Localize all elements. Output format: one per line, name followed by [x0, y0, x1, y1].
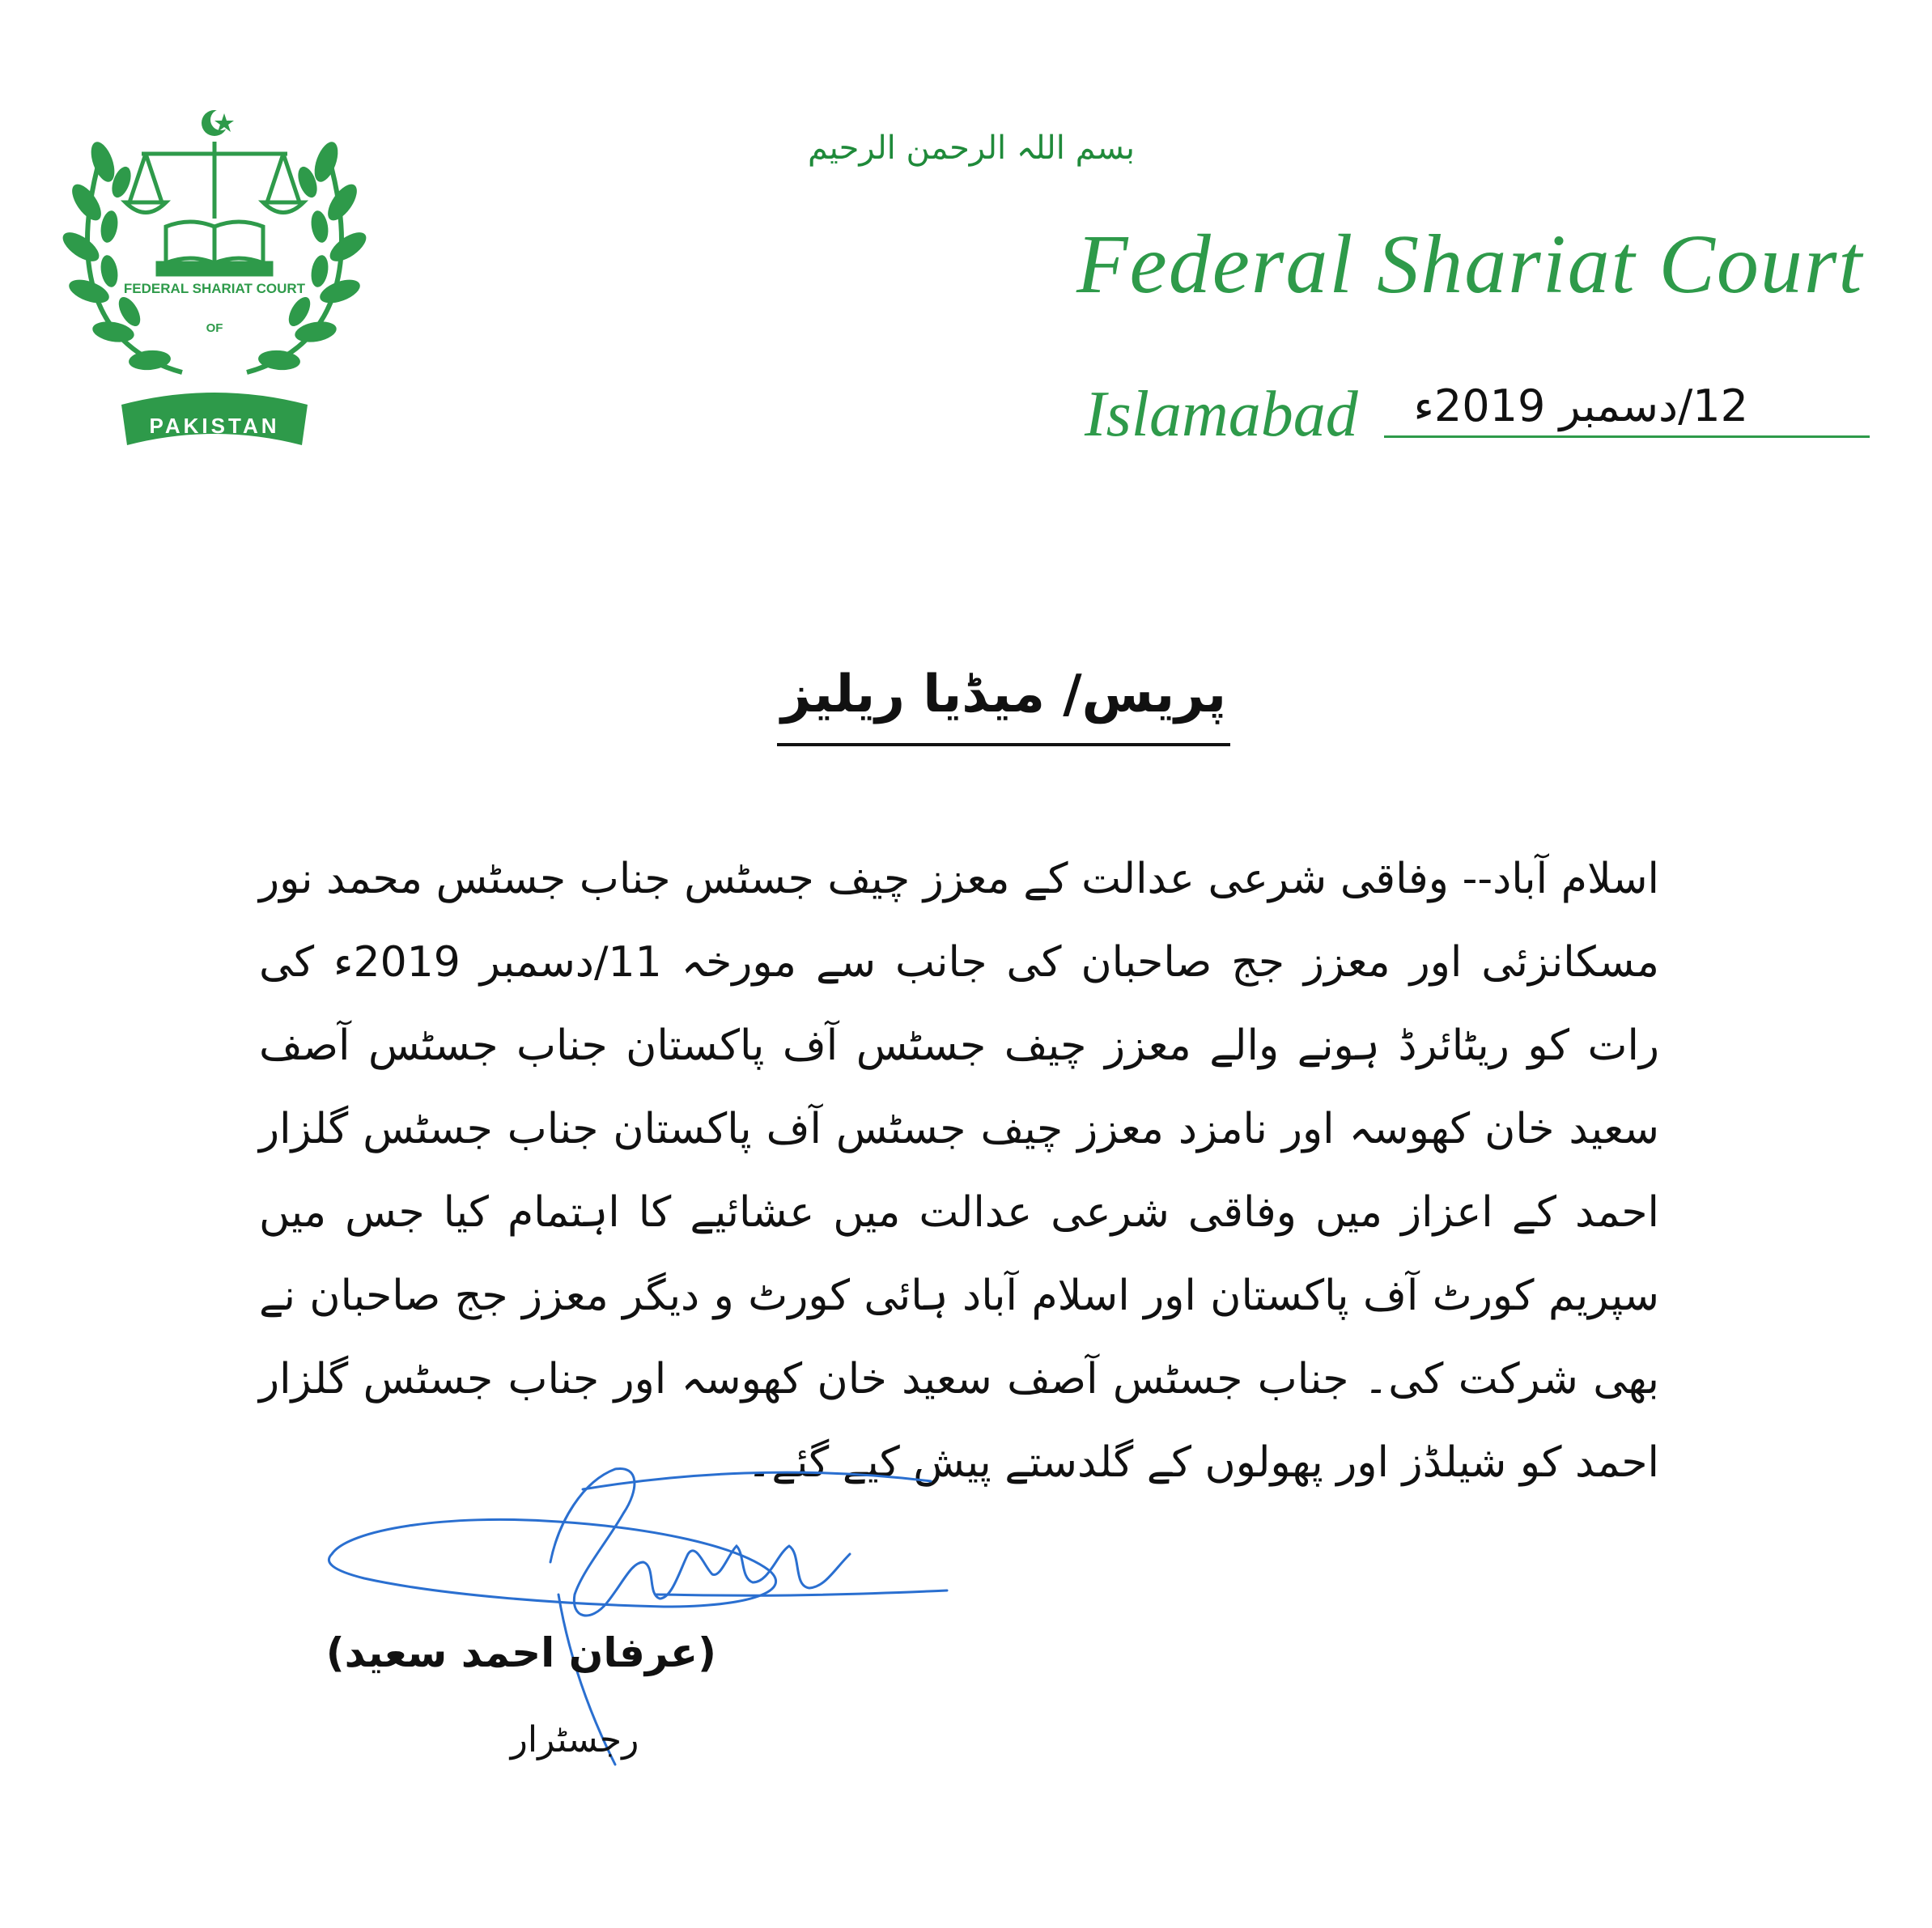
emblem-top-text: FEDERAL SHARIAT COURT: [123, 281, 306, 296]
emblem-ribbon-text: PAKISTAN: [149, 414, 280, 438]
emblem-mid-text: OF: [206, 321, 223, 335]
bismillah-text: بسم اللہ الرحمن الرحیم: [807, 130, 1136, 167]
document-heading: پریس/ میڈیا ریلیز: [777, 654, 1230, 746]
document-body-paragraph: اسلام آباد-- وفاقی شرعی عدالت کے معزز چیف جسٹس جناب جسٹس محمد نور مسکانزئی اور معزز جج صاحبان کی جانب سے مورخہ 11/دسمبر 2019ء کی رات کو ریٹائرڈ ہونے والے معزز چیف جسٹس آف پاکستان جناب جسٹس آصف سعید خان کھوسہ اور نامزد معزز چیف جسٹس آف پاکستان جناب جسٹس گلزار احمد کے اعزاز میں وفاقی شرعی عدالت میں عشائیے کا اہتمام کیا جس میں سپریم کورٹ آف پاکستان اور اسلام آباد ہائی کورٹ و دیگر معزز جج صاحبان نے بھی شرکت کی۔ جناب جسٹس آصف سعید خان کھوسہ اور جناب جسٹس گلزار احمد کو شیلڈز اور پھولوں کے گلدستے پیش کیے گئے۔: [259, 855, 1659, 1487]
signatory-title: رجسٹرار: [510, 1719, 639, 1760]
signatory-name: (عرفان احمد سعید): [325, 1629, 716, 1676]
city-label: Islamabad: [1085, 379, 1358, 450]
court-emblem-seal: [45, 105, 384, 461]
document-date: 12/دسمبر 2019ء: [1413, 380, 1748, 431]
court-name-title: Federal Shariat Court: [1076, 218, 1864, 311]
